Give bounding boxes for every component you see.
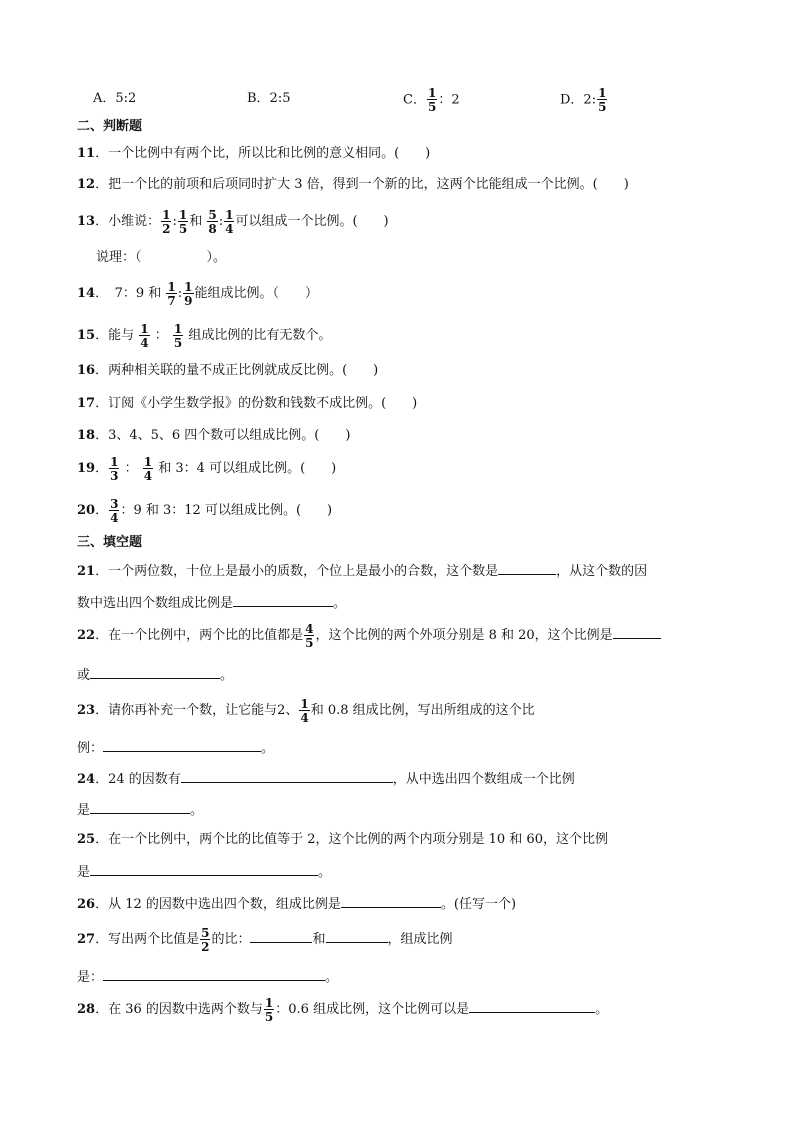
question-27-line2 bbox=[77, 966, 338, 988]
fraction-denominator: 4 bbox=[140, 335, 149, 350]
question-text: 。 bbox=[325, 970, 339, 985]
question-22-line2 bbox=[77, 664, 233, 686]
option-a: A．5:2 bbox=[93, 91, 137, 106]
option-c-prefix: C． bbox=[403, 92, 426, 108]
answer-blank[interactable] bbox=[90, 664, 220, 679]
question-13 bbox=[77, 208, 389, 236]
fraction-denominator: 8 bbox=[208, 221, 217, 236]
fraction-numerator: 1 bbox=[162, 207, 171, 222]
question-number: 25 bbox=[77, 832, 96, 847]
question-21 bbox=[77, 560, 647, 582]
question-text: 数中选出四个数组成比例是 bbox=[77, 596, 234, 611]
fraction bbox=[143, 456, 153, 482]
question-11 bbox=[77, 144, 430, 164]
question-14 bbox=[77, 280, 318, 308]
fraction-numerator: 1 bbox=[110, 454, 119, 469]
question-text: ：0.6 组成比例，这个比例可以是 bbox=[275, 1002, 470, 1017]
option-b: B．2:5 bbox=[247, 91, 291, 106]
ratio-colon: ： bbox=[124, 461, 138, 476]
fraction bbox=[183, 281, 193, 307]
fraction-denominator: 5 bbox=[598, 100, 607, 114]
question-number: 14 bbox=[77, 286, 96, 301]
fraction-denominator: 2 bbox=[162, 221, 171, 236]
answer-blank[interactable] bbox=[103, 737, 261, 752]
question-text: ，从这个数的因 bbox=[556, 564, 648, 579]
option-c-suffix: ：2 bbox=[438, 92, 460, 108]
fraction-numerator: 1 bbox=[143, 454, 153, 469]
question-number: 16 bbox=[77, 363, 96, 378]
question-number: 11 bbox=[77, 146, 96, 161]
fraction-numerator: 5 bbox=[208, 207, 217, 222]
fraction-denominator: 3 bbox=[110, 468, 119, 483]
fraction bbox=[304, 623, 314, 649]
question-28 bbox=[77, 996, 608, 1024]
answer-blank[interactable] bbox=[613, 624, 661, 639]
fraction bbox=[109, 456, 119, 482]
question-text: 例： bbox=[77, 741, 104, 756]
question-text: ，组成比例 bbox=[387, 932, 453, 947]
question-text: 。(任写一个) bbox=[440, 897, 517, 912]
fraction-denominator: 4 bbox=[300, 710, 309, 725]
question-23 bbox=[77, 697, 535, 725]
question-text: ． 7：9 和 bbox=[95, 286, 162, 301]
question-text: ．在一个比例中，两个比的比值等于 2，这个比例的两个内项分别是 10 和 60，这个比例 bbox=[95, 832, 608, 847]
answer-blank[interactable] bbox=[326, 928, 388, 943]
fraction-denominator: 7 bbox=[167, 293, 176, 308]
fraction-denominator: 5 bbox=[173, 335, 183, 350]
question-text: 是 bbox=[77, 803, 91, 818]
question-text: ．把一个比的前项和后项同时扩大 3 倍，得到一个新的比，这两个比能组成一个比例。( ) bbox=[95, 177, 629, 192]
fraction-numerator: 4 bbox=[305, 621, 314, 636]
question-text: 和 bbox=[312, 932, 326, 947]
question-text: 的比： bbox=[211, 932, 251, 947]
fraction-numerator: 1 bbox=[225, 207, 234, 222]
fraction-numerator: 1 bbox=[167, 279, 176, 294]
option-c bbox=[403, 87, 460, 113]
question-text: ．能与 bbox=[95, 328, 135, 343]
question-16 bbox=[77, 361, 378, 381]
question-text: ．一个比例中有两个比，所以比和比例的意义相同。( ) bbox=[95, 146, 431, 161]
fraction-numerator: 1 bbox=[300, 696, 309, 711]
question-number: 17 bbox=[77, 396, 96, 411]
question-12 bbox=[77, 175, 629, 195]
question-text: ．请你再补充一个数，让它能与2、 bbox=[95, 703, 299, 718]
answer-blank[interactable] bbox=[90, 861, 318, 876]
section-title-fill-in: 三、填空题 bbox=[77, 535, 143, 550]
question-18 bbox=[77, 426, 350, 446]
option-c-fraction bbox=[427, 87, 437, 113]
question-text: ，这个比例的两个外项分别是 8 和 20，这个比例是 bbox=[315, 628, 613, 643]
question-25 bbox=[77, 830, 608, 850]
answer-blank[interactable] bbox=[341, 893, 441, 908]
question-25-line2 bbox=[77, 861, 331, 883]
fraction bbox=[109, 498, 119, 524]
question-text: ．在一个比例中，两个比的比值都是 bbox=[95, 628, 304, 643]
options-row bbox=[0, 86, 794, 114]
question-number: 12 bbox=[77, 177, 96, 192]
ratio-colon: : bbox=[177, 286, 183, 301]
answer-blank[interactable] bbox=[103, 966, 325, 981]
question-text: ．从 12 的因数中选出四个数，组成比例是 bbox=[95, 897, 341, 912]
fraction-numerator: 3 bbox=[110, 496, 119, 511]
fraction-numerator: 1 bbox=[184, 279, 193, 294]
question-27 bbox=[77, 926, 453, 954]
fraction-denominator: 4 bbox=[225, 221, 234, 236]
question-text: 。 bbox=[595, 1002, 609, 1017]
question-number: 26 bbox=[77, 897, 96, 912]
ratio-colon: : bbox=[218, 214, 224, 229]
question-text: 或 bbox=[77, 668, 91, 683]
question-text: ．订阅《小学生数学报》的份数和钱数不成比例。( ) bbox=[95, 396, 418, 411]
question-21-line2 bbox=[77, 592, 346, 614]
question-24 bbox=[77, 768, 575, 790]
question-number: 24 bbox=[77, 772, 96, 787]
question-23-line2 bbox=[77, 737, 274, 759]
question-text: ．24 的因数有 bbox=[95, 772, 181, 787]
question-text: 是： bbox=[77, 970, 104, 985]
question-number: 27 bbox=[77, 932, 96, 947]
question-text: 可以组成一个比例。( ) bbox=[235, 214, 389, 229]
question-text: ．3、4、5、6 四个数可以组成比例。( ) bbox=[95, 428, 351, 443]
question-text: 。 bbox=[190, 803, 204, 818]
question-text: 能组成比例。（ ） bbox=[194, 286, 319, 301]
fraction-denominator: 2 bbox=[201, 939, 210, 954]
fraction bbox=[224, 209, 234, 235]
question-text: 。 bbox=[318, 865, 332, 880]
question-19: 19． $\frac{1}{3}$ ： $\frac{1}{4}$ 和 3：4 可以组成比例。( ) bbox=[77, 454, 337, 483]
fraction-numerator: 1 bbox=[140, 321, 149, 336]
fraction bbox=[299, 698, 309, 724]
option-d bbox=[560, 87, 608, 113]
question-number: 23 bbox=[77, 703, 96, 718]
fraction bbox=[139, 323, 149, 349]
fraction-denominator: 5 bbox=[264, 1009, 274, 1024]
question-number: 13 bbox=[77, 214, 96, 229]
question-text: 。 bbox=[220, 668, 234, 683]
fraction-numerator: 1 bbox=[427, 86, 437, 100]
question-text: 。 bbox=[261, 741, 275, 756]
question-number: 20 bbox=[77, 503, 96, 518]
question-number: 22 bbox=[77, 628, 96, 643]
fraction-denominator: 9 bbox=[184, 293, 193, 308]
fraction bbox=[178, 209, 188, 235]
answer-blank[interactable] bbox=[233, 592, 333, 607]
question-number: 21 bbox=[77, 564, 96, 579]
fraction-numerator: 1 bbox=[173, 321, 183, 336]
fraction-numerator: 1 bbox=[598, 86, 607, 100]
question-text: ．在 36 的因数中选两个数与 bbox=[95, 1002, 263, 1017]
question-number: 15 bbox=[77, 328, 96, 343]
question-text: ．两种相关联的量不成正比例就成反比例。( ) bbox=[95, 363, 379, 378]
question-text: 和 0.8 组成比例，写出所组成的这个比 bbox=[310, 703, 535, 718]
fraction bbox=[264, 997, 274, 1023]
fraction bbox=[161, 209, 171, 235]
question-22 bbox=[77, 622, 661, 650]
question-13-reason: 说理：（ ）。 bbox=[96, 250, 227, 265]
question-text: 。 bbox=[333, 596, 347, 611]
answer-blank[interactable] bbox=[469, 998, 595, 1013]
fraction-numerator: 1 bbox=[264, 995, 274, 1010]
fraction-denominator: 5 bbox=[427, 100, 437, 114]
option-d-fraction bbox=[597, 87, 607, 113]
fraction bbox=[166, 281, 176, 307]
answer-blank[interactable] bbox=[250, 928, 312, 943]
question-15 bbox=[77, 322, 331, 350]
question-text: ．小维说： bbox=[95, 214, 161, 229]
section-title-judgment: 二、判断题 bbox=[77, 119, 143, 134]
question-24-line2 bbox=[77, 799, 203, 821]
question-17 bbox=[77, 394, 417, 414]
fraction-denominator: 4 bbox=[143, 468, 153, 483]
answer-blank[interactable] bbox=[90, 799, 190, 814]
question-number: 18 bbox=[77, 428, 96, 443]
fraction bbox=[173, 323, 183, 349]
answer-blank[interactable] bbox=[498, 560, 556, 575]
fraction-denominator: 5 bbox=[178, 221, 188, 236]
answer-blank[interactable] bbox=[181, 768, 393, 783]
fraction-denominator: 5 bbox=[305, 635, 314, 650]
ratio-colon: : bbox=[172, 214, 177, 229]
question-26 bbox=[77, 893, 516, 915]
question-text: 组成比例的比有无数个。 bbox=[188, 328, 332, 343]
question-text: ．一个两位数，十位上是最小的质数，个位上是最小的合数，这个数是 bbox=[95, 564, 499, 579]
fraction bbox=[207, 209, 217, 235]
question-number: 28 bbox=[77, 1002, 96, 1017]
question-text: ．写出两个比值是 bbox=[95, 932, 200, 947]
fraction-denominator: 4 bbox=[110, 510, 119, 525]
question-text: ，从中选出四个数组成一个比例 bbox=[392, 772, 575, 787]
ratio-colon: ： bbox=[154, 328, 168, 343]
fraction-numerator: 5 bbox=[201, 925, 210, 940]
option-d-prefix: D．2: bbox=[560, 92, 597, 108]
question-text: 和 3：4 可以组成比例。( ) bbox=[158, 461, 337, 476]
question-text: 是 bbox=[77, 865, 91, 880]
fraction bbox=[200, 927, 210, 953]
question-number: 19 bbox=[77, 461, 96, 476]
question-text: ：9 和 3：12 可以组成比例。( ) bbox=[120, 503, 333, 518]
question-text: 和 bbox=[189, 214, 203, 229]
question-20: 20． $\frac{3}{4}$ ：9 和 3：12 可以组成比例。( ) bbox=[77, 496, 333, 525]
fraction-numerator: 1 bbox=[178, 207, 188, 222]
